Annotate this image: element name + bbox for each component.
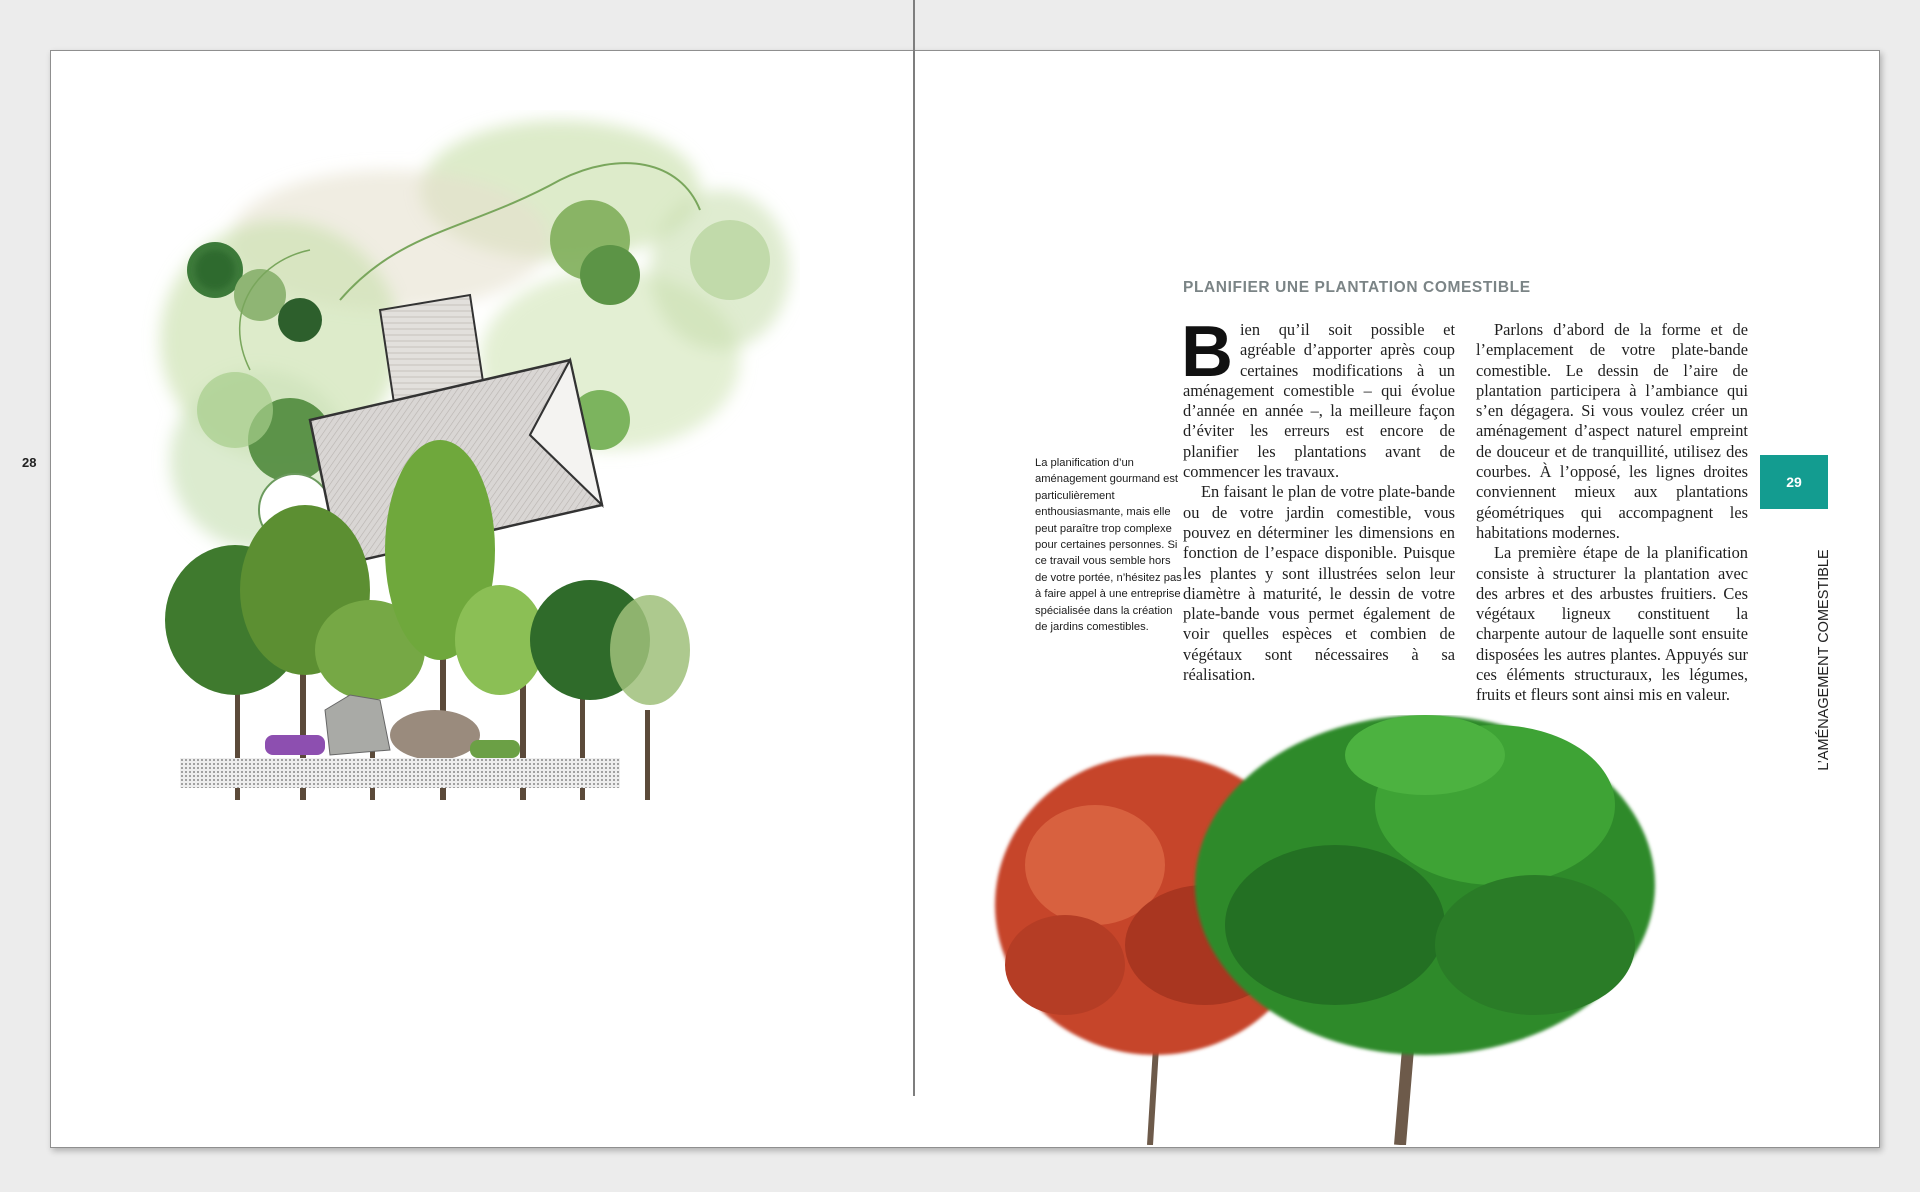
trees-illustration — [975, 715, 1775, 1145]
boulder-2 — [390, 710, 480, 760]
garden-plan-illustration — [140, 110, 800, 910]
sidebar-caption: La planification d’un aménagement gourmand est particulièrement enthousiasmante, mais elle peut paraître trop complexe pour certaines personnes. Si ce travail vous semble hors de votre portée, n’hésitez pas à faire appel à une entreprise spécialisée dans la création de jardins comestibles. — [1035, 457, 1182, 634]
paragraph: En faisant le plan de votre plate-bande ou de votre jardin comestible, vous pouvez en déterminer les dimensions en fonction de l’espace disponible. Puisque les plantes y sont illustrées selon leur diamètre à maturité, le dessin de votre plate-bande vous permet également de voir quelles espèces et combien de végétaux sont nécessaires à sa réalisation. — [1183, 482, 1455, 685]
section-label-text: L’AMÉNAGEMENT COMESTIBLE — [1816, 549, 1832, 771]
text-column-2 — [1476, 320, 1748, 706]
page-gutter — [913, 0, 915, 1096]
text-column-1 — [1181, 312, 1455, 685]
section-heading: PLANIFIER UNE PLANTATION COMESTIBLE — [1183, 279, 1531, 296]
boulder — [325, 695, 390, 755]
green-tree — [1195, 715, 1655, 1145]
ground-strip — [180, 758, 620, 788]
paragraph: ien qu’il soit possible et agréable d’apporter après coup certaines modifications à un aménagement comestible – qui évolue d’année en année –, la meilleure façon d’éviter les erreurs est encore de planifier les plantations avant de commencer les travaux. — [1183, 320, 1455, 482]
page-number-left: 28 — [22, 455, 37, 470]
flower-bed — [265, 735, 325, 755]
page-number-tab: 29 — [1760, 455, 1828, 509]
drop-cap: B — [1181, 312, 1233, 392]
paragraph: Parlons d’abord de la forme et de l’emplacement de votre plate-bande comestible. Le dessin de l’aire de plantation participera à l’ambiance qui s’en dégagera. Si vous voulez créer un aménagement d’aspect naturel empreint de douceur et de tranquillité, utilisez des courbes. À l’opposé, les lignes droites conviennent mieux aux plantations géométriques qui accompagnent les habitations modernes. — [1476, 320, 1748, 542]
section-label-vertical — [1812, 545, 1842, 775]
paragraph: La première étape de la planification consiste à structurer la plantation avec des arbres et des arbustes fruitiers. Ces végétaux ligneux constituent la charpente autour de laquelle sont ensuite disposées les autres plantes. Appuyés sur ces éléments structuraux, les légumes, fruits et fleurs sont ainsi mis en valeur. — [1476, 543, 1748, 705]
